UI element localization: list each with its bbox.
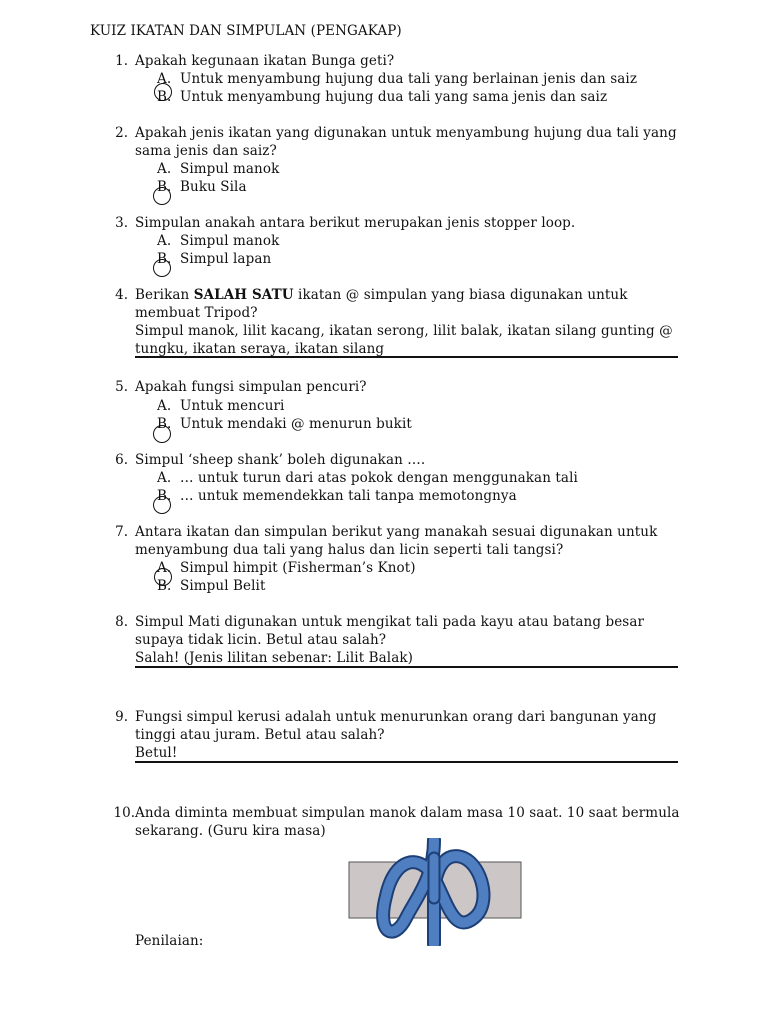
option-letter: A. [157, 470, 172, 486]
question-number: 10. [113, 805, 135, 821]
question-text: sama jenis dan saiz? [135, 143, 277, 159]
emphasis-text: SALAH SATU [193, 287, 294, 303]
option-text: … untuk memendekkan tali tanpa memotongnya [180, 488, 517, 504]
answer-circle-mark [154, 568, 172, 586]
option-letter: B. [157, 179, 172, 195]
option-text: Untuk mendaki @ menurun bukit [180, 416, 412, 432]
assessment-label: Penilaian: [135, 933, 204, 949]
question-text: Anda diminta membuat simpulan manok dalam masa 10 saat. 10 saat bermula [135, 805, 680, 821]
question-number: 9. [115, 709, 128, 725]
question-text: sekarang. (Guru kira masa) [135, 823, 326, 839]
answer-circle-mark [153, 425, 171, 443]
option-text: Simpul manok [180, 161, 280, 177]
quiz-title: KUIZ IKATAN DAN SIMPULAN (PENGAKAP) [90, 23, 402, 39]
option-letter: A. [157, 161, 172, 177]
answer-line [135, 666, 678, 668]
option-letter: B. [157, 488, 172, 504]
clove-hitch-knot-illustration [346, 838, 524, 946]
question-text: menyambung dua tali yang halus dan licin seperti tali tangsi? [135, 542, 564, 558]
option-letter: A. [157, 233, 172, 249]
option-letter: A. [157, 560, 172, 576]
question-text: Simpul Mati digunakan untuk mengikat tali pada kayu atau batang besar [135, 614, 645, 630]
answer-text: tungku, ikatan seraya, ikatan silang [135, 341, 385, 357]
question-text: Simpulan anakah antara berikut merupakan jenis stopper loop. [135, 215, 576, 231]
answer-circle-mark [153, 187, 171, 205]
answer-circle-mark [153, 259, 171, 277]
question-text: Apakah kegunaan ikatan Bunga geti? [135, 53, 395, 69]
option-letter: A. [157, 71, 172, 87]
option-text: Simpul lapan [180, 251, 272, 267]
question-number: 8. [115, 614, 128, 630]
option-text: Simpul manok [180, 233, 280, 249]
answer-line [135, 761, 678, 763]
question-text: membuat Tripod? [135, 305, 258, 321]
question-text: Berikan SALAH SATU ikatan @ simpulan yang biasa digunakan untuk [135, 287, 628, 303]
option-letter: B. [157, 578, 172, 594]
question-text: Apakah jenis ikatan yang digunakan untuk menyambung hujung dua tali yang [135, 125, 677, 141]
question-text: supaya tidak licin. Betul atau salah? [135, 632, 387, 648]
answer-text: Simpul manok, lilit kacang, ikatan serong, lilit balak, ikatan silang gunting @ [135, 323, 673, 339]
option-text: Buku Sila [180, 179, 247, 195]
answer-circle-mark [153, 496, 171, 514]
question-text: tinggi atau juram. Betul atau salah? [135, 727, 385, 743]
question-number: 1. [115, 53, 128, 69]
option-text: Simpul Belit [180, 578, 266, 594]
option-text: Untuk menyambung hujung dua tali yang sama jenis dan saiz [180, 89, 608, 105]
question-number: 3. [115, 215, 128, 231]
option-letter: B. [157, 89, 172, 105]
question-number: 6. [115, 452, 128, 468]
question-text: Antara ikatan dan simpulan berikut yang manakah sesuai digunakan untuk [135, 524, 658, 540]
answer-text: Betul! [135, 745, 178, 761]
question-number: 2. [115, 125, 128, 141]
option-letter: B. [157, 416, 172, 432]
question-text: Fungsi simpul kerusi adalah untuk menurunkan orang dari bangunan yang [135, 709, 657, 725]
option-letter: B. [157, 251, 172, 267]
answer-circle-mark [154, 83, 172, 101]
answer-text: Salah! (Jenis lilitan sebenar: Lilit Balak) [135, 650, 414, 666]
option-text: … untuk turun dari atas pokok dengan menggunakan tali [180, 470, 578, 486]
question-text: Simpul ‘sheep shank’ boleh digunakan …. [135, 452, 426, 468]
question-text: Apakah fungsi simpulan pencuri? [135, 379, 367, 395]
option-text: Untuk menyambung hujung dua tali yang berlainan jenis dan saiz [180, 71, 638, 87]
option-text: Simpul himpit (Fisherman’s Knot) [180, 560, 416, 576]
question-number: 7. [115, 524, 128, 540]
question-number: 4. [115, 287, 128, 303]
answer-line [135, 356, 678, 358]
option-letter: A. [157, 398, 172, 414]
option-text: Untuk mencuri [180, 398, 285, 414]
question-number: 5. [115, 379, 128, 395]
